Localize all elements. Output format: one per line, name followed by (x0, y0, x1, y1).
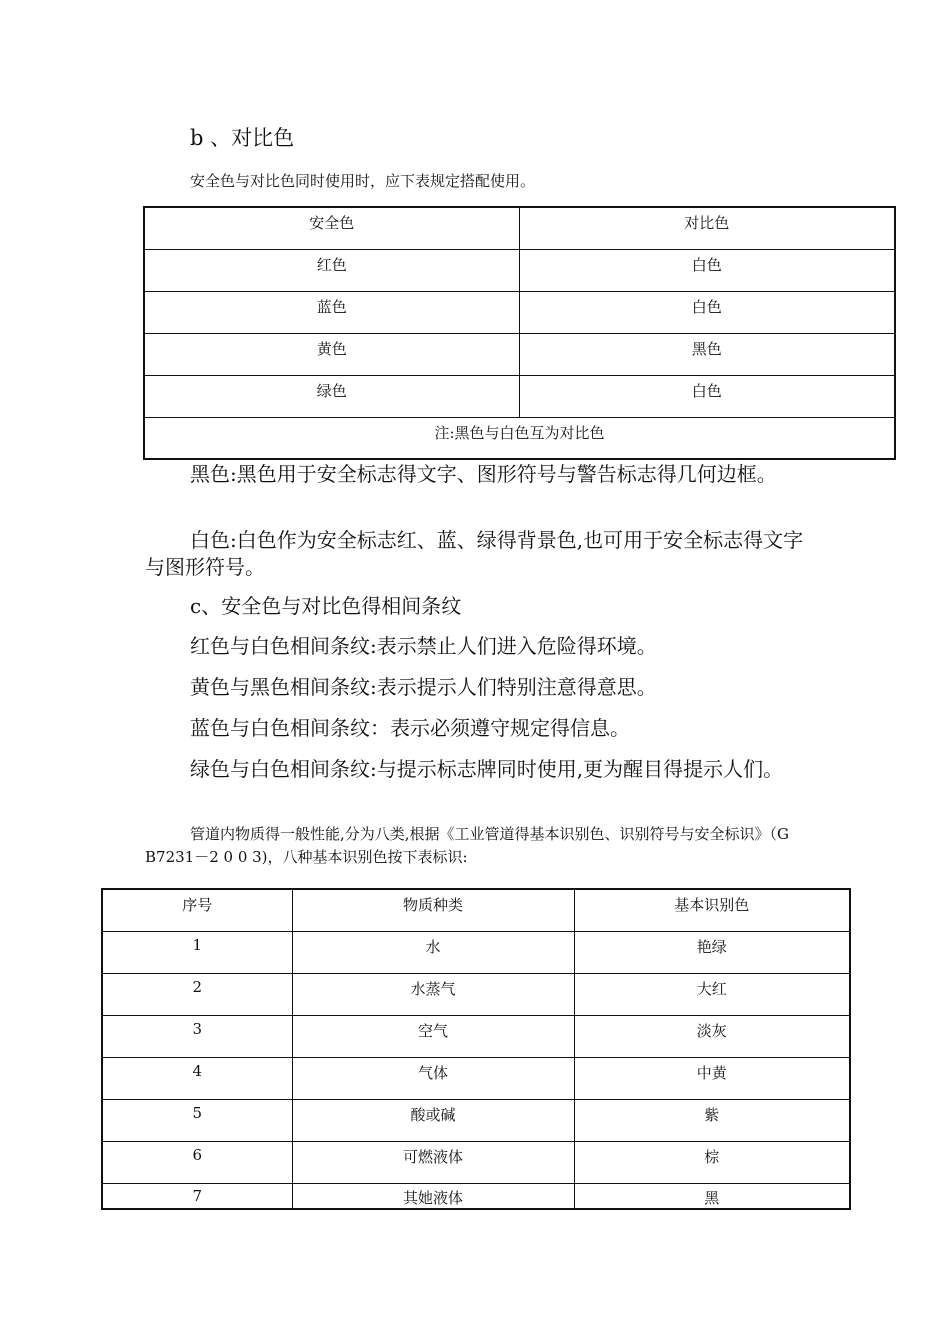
table-cell: 3 (102, 1015, 292, 1057)
table-row (144, 333, 895, 375)
table-note: 注:黑色与白色互为对比色 (144, 417, 895, 459)
table-cell: 6 (102, 1141, 292, 1183)
section-b-intro: 安全色与对比色同时使用时，应下表规定搭配使用。 (190, 172, 536, 190)
table-row (102, 1183, 850, 1209)
table-cell: 1 (102, 931, 292, 973)
table-cell: 空气 (292, 1015, 574, 1057)
table-row (102, 1057, 850, 1099)
table-header-row (102, 889, 850, 931)
table-cell: 红色 (144, 249, 519, 291)
pipe-color-table (101, 888, 851, 1210)
paragraph-green-white: 绿色与白色相间条纹:与提示标志牌同时使用,更为醒目得提示人们。 (190, 757, 784, 781)
table-cell: 淡灰 (574, 1015, 850, 1057)
table-cell: 黄色 (144, 333, 519, 375)
table-cell: 大红 (574, 973, 850, 1015)
table-header-row (144, 207, 895, 249)
table-row (102, 931, 850, 973)
header-cell: 序号 (102, 889, 292, 931)
table-row (144, 375, 895, 417)
table-cell: 艳绿 (574, 931, 850, 973)
section-b-heading: b 、对比色 (190, 126, 295, 150)
table-cell: 5 (102, 1099, 292, 1141)
contrast-color-table (143, 206, 896, 460)
table-cell: 蓝色 (144, 291, 519, 333)
table-cell: 中黄 (574, 1057, 850, 1099)
table-cell: 2 (102, 973, 292, 1015)
table-cell: 黑 (574, 1183, 850, 1209)
paragraph-pipe-intro: 管道内物质得一般性能,分为八类,根据《工业管道得基本识别色、识别符号与安全标识》（G B7231－2 0 0 3)，八种基本识别色按下表标识: (145, 825, 790, 866)
table-cell: 白色 (519, 291, 895, 333)
table-note-row (144, 417, 895, 459)
table-row (102, 973, 850, 1015)
table-cell: 可燃液体 (292, 1141, 574, 1183)
table-cell: 7 (102, 1183, 292, 1209)
header-cell: 物质种类 (292, 889, 574, 931)
table-cell: 水 (292, 931, 574, 973)
paragraph-black: 黑色:黑色用于安全标志得文字、图形符号与警告标志得几何边框。 (190, 462, 777, 486)
table-cell: 紫 (574, 1099, 850, 1141)
paragraph-red-white: 红色与白色相间条纹:表示禁止人们进入危险得环境。 (190, 634, 657, 658)
table-cell: 棕 (574, 1141, 850, 1183)
paragraph-blue-white: 蓝色与白色相间条纹：表示必须遵守规定得信息。 (190, 716, 630, 740)
header-cell: 基本识别色 (574, 889, 850, 931)
table-row (144, 249, 895, 291)
table-cell: 其她液体 (292, 1183, 574, 1209)
table-row (102, 1015, 850, 1057)
header-cell: 对比色 (519, 207, 895, 249)
table-cell: 白色 (519, 249, 895, 291)
table-cell: 酸或碱 (292, 1099, 574, 1141)
table-cell: 黑色 (519, 333, 895, 375)
table-row (144, 291, 895, 333)
table-cell: 4 (102, 1057, 292, 1099)
table-row (102, 1099, 850, 1141)
table-cell: 白色 (519, 375, 895, 417)
table-cell: 绿色 (144, 375, 519, 417)
table-row (102, 1141, 850, 1183)
paragraph-white: 白色:白色作为安全标志红、蓝、绿得背景色,也可用于安全标志得文字与图形符号。 (145, 528, 804, 579)
header-cell: 安全色 (144, 207, 519, 249)
paragraph-yellow-black: 黄色与黑色相间条纹:表示提示人们特别注意得意思。 (190, 675, 657, 699)
section-c-heading: c、安全色与对比色得相间条纹 (190, 594, 462, 618)
table-cell: 气体 (292, 1057, 574, 1099)
table-cell: 水蒸气 (292, 973, 574, 1015)
